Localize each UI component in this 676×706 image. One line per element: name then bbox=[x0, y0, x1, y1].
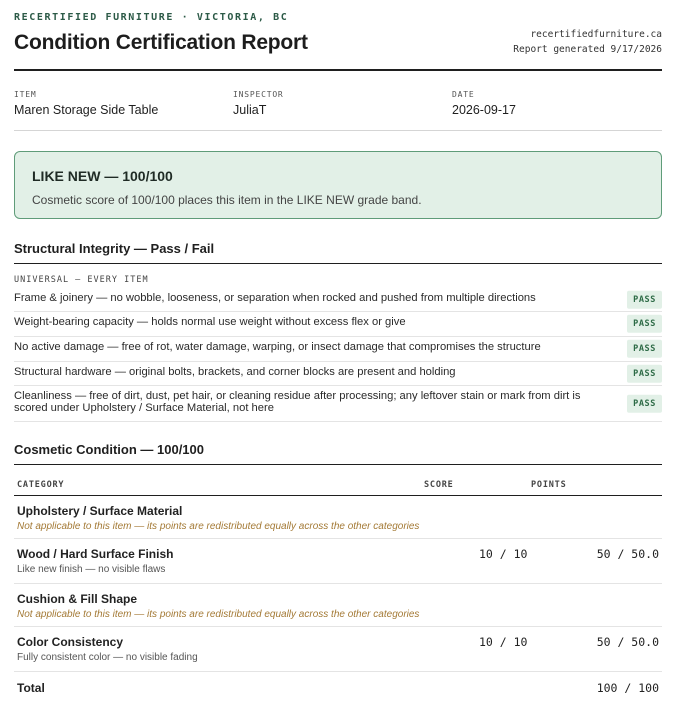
check-row bbox=[14, 362, 662, 386]
table-row bbox=[14, 627, 662, 672]
category-name: Color Consistency bbox=[17, 635, 124, 649]
table-header bbox=[14, 474, 662, 496]
total-row bbox=[14, 672, 662, 702]
category-note: Not applicable to this item — its points are redistributed equally across the other categories bbox=[17, 609, 420, 620]
col-score: SCORE bbox=[424, 480, 454, 490]
category-name: Upholstery / Surface Material bbox=[17, 504, 183, 518]
report-header bbox=[14, 0, 662, 71]
structural-heading: Structural Integrity — Pass / Fail bbox=[14, 241, 662, 264]
generated-date: Report generated 9/17/2026 bbox=[513, 44, 662, 55]
grade-title: LIKE NEW — 100/100 bbox=[32, 168, 173, 184]
meta-inspector-value: JuliaT bbox=[233, 103, 267, 117]
structural-checklist bbox=[14, 288, 662, 422]
meta-date-label: DATE bbox=[452, 90, 475, 99]
grade-summary-box bbox=[14, 151, 662, 219]
category-note: Like new finish — no visible flaws bbox=[17, 564, 166, 575]
meta-item-value: Maren Storage Side Table bbox=[14, 103, 159, 117]
category-score: 10 / 10 bbox=[479, 547, 528, 561]
check-text: Weight-bearing capacity — holds normal use weight without excess flex or give bbox=[14, 316, 406, 328]
meta-item bbox=[14, 90, 158, 117]
col-points: POINTS bbox=[531, 480, 567, 490]
check-text: Cleanliness — free of dirt, dust, pet hair, or cleaning residue after processing; any leftover stain or mark from dirt is scored under Upholstery / Surface Material, not here bbox=[14, 390, 581, 415]
col-category: CATEGORY bbox=[17, 480, 65, 490]
meta-date bbox=[452, 90, 516, 117]
pass-badge: PASS bbox=[627, 394, 662, 412]
check-text: Structural hardware — original bolts, brackets, and corner blocks are present and holding bbox=[14, 366, 456, 378]
page-title: Condition Certification Report bbox=[14, 31, 308, 54]
pass-badge: PASS bbox=[627, 364, 662, 382]
category-note: Fully consistent color — no visible fading bbox=[17, 652, 198, 663]
cosmetic-heading: Cosmetic Condition — 100/100 bbox=[14, 442, 662, 465]
website-link[interactable]: recertifiedfurniture.ca bbox=[530, 29, 662, 40]
pass-badge: PASS bbox=[627, 290, 662, 308]
grade-description: Cosmetic score of 100/100 places this item in the LIKE NEW grade band. bbox=[32, 193, 422, 207]
check-row bbox=[14, 312, 662, 337]
pass-badge: PASS bbox=[627, 340, 662, 358]
check-text: No active damage — free of rot, water damage, warping, or insect damage that compromises the structure bbox=[14, 341, 541, 353]
meta-date-value: 2026-09-17 bbox=[452, 103, 516, 117]
category-name: Wood / Hard Surface Finish bbox=[17, 547, 174, 561]
check-text: Frame & joinery — no wobble, looseness, or separation when rocked and pushed from multiple directions bbox=[14, 292, 536, 304]
cosmetic-table bbox=[14, 474, 662, 702]
meta-row bbox=[14, 71, 662, 131]
category-points: 50 / 50.0 bbox=[596, 547, 659, 561]
structural-sublabel: UNIVERSAL — EVERY ITEM bbox=[14, 275, 149, 285]
category-score: 10 / 10 bbox=[479, 635, 528, 649]
table-row bbox=[14, 496, 662, 539]
check-row bbox=[14, 288, 662, 312]
total-value: 100 / 100 bbox=[596, 681, 659, 695]
table-row bbox=[14, 584, 662, 627]
category-note: Not applicable to this item — its points are redistributed equally across the other categories bbox=[17, 521, 420, 532]
header-info bbox=[513, 27, 662, 57]
check-row bbox=[14, 337, 662, 362]
table-row bbox=[14, 539, 662, 584]
meta-item-label: ITEM bbox=[14, 90, 37, 99]
pass-badge: PASS bbox=[627, 315, 662, 333]
brand-name: RECERTIFIED FURNITURE · VICTORIA, BC bbox=[14, 12, 289, 23]
category-name: Cushion & Fill Shape bbox=[17, 592, 138, 606]
check-row bbox=[14, 386, 662, 422]
meta-inspector bbox=[233, 90, 284, 117]
total-label: Total bbox=[17, 681, 45, 695]
category-points: 50 / 50.0 bbox=[596, 635, 659, 649]
meta-inspector-label: INSPECTOR bbox=[233, 90, 284, 99]
